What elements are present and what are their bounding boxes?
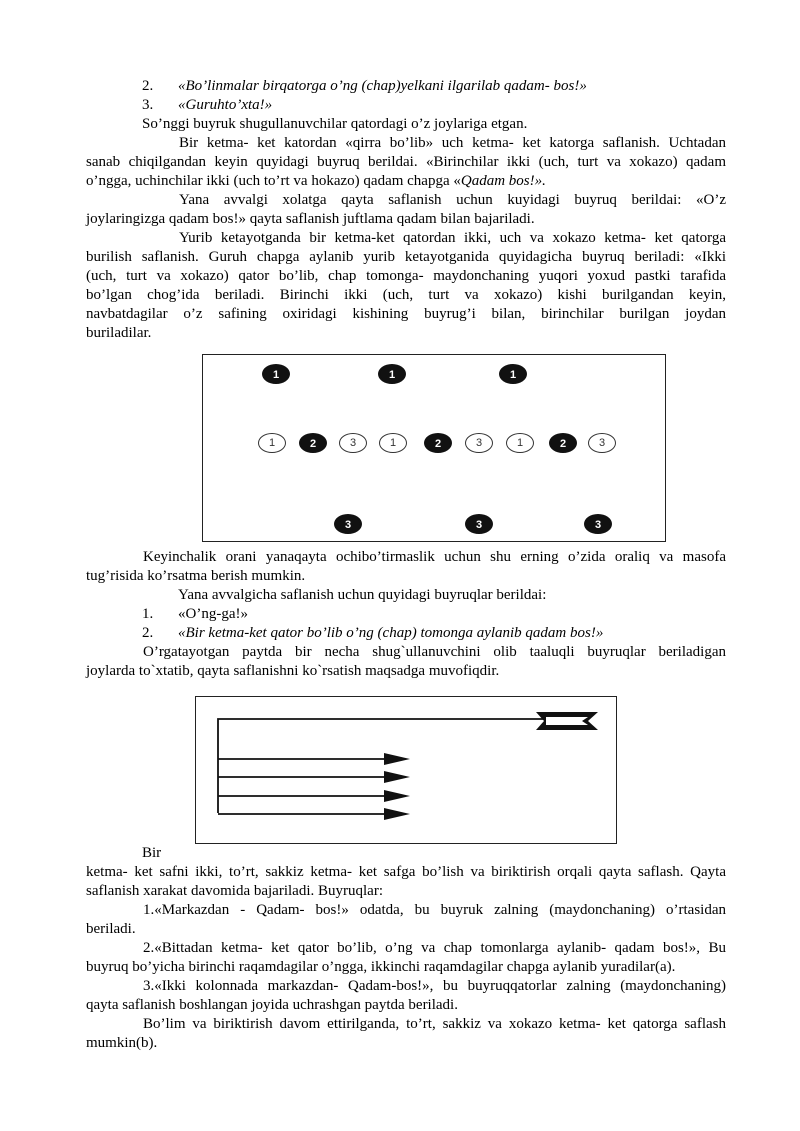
paragraph-line: ketma- ket safni ikki, to’rt, sakkiz ketma- ket safga bo’lish va biriktirish orqali qayta saflash. Qayta [86,864,726,880]
marker-dark: 2 [549,433,577,453]
arrow-diagram [195,696,617,844]
paragraph-line: joylaringizga qadam bos!» qayta saflanish juftlama qadam bilan bajariladi. [86,211,535,227]
command-text: «Guruhto’xta!» [178,97,273,113]
path-line [218,719,546,813]
paragraph-line: navbatdagilar o’z safining oxiridagi kishining buyrug’i bilan, birinchilar burilgan joydan [86,306,726,322]
paragraph-line: tug’risida ko’rsatma berish mumkin. [86,568,306,584]
paragraph-line: o’ngga, uchinchilar ikki (uch to’rt va hokazo) qadam chapga «Qadam bos!». [86,173,546,189]
marker-light: 1 [379,433,407,453]
marker-dark: 1 [499,364,527,384]
list-item-number: 1. [142,606,154,622]
paragraph-line: Bir ketma- ket katordan «qirra bo’lib» uch ketma- ket katorga saflanish. Uchtadan [179,135,726,151]
list-item-number: 2. [142,625,154,641]
paragraph-line: Yana avvalgi xolatga qayta saflanish uchun kuyidagi buyruq berildai: «O’z [179,192,726,208]
arrow-diagram-svg [196,697,616,843]
paragraph-line: saflanish xarakat davomida bajariladi. Buyruqlar: [86,883,383,899]
paragraph-line: Bo’lim va biriktirish davom ettirilganda, to’rt, sakkiz va xokazo ketma- ket qatorga saflash [143,1016,726,1032]
paragraph-line: qayta saflanish boshlangan joyida uchrashgan paytda beriladi. [86,997,458,1013]
list-item-number: 2. [142,78,154,94]
paragraph-line: sanab chiqilgandan keyin quyidagi buyruq berildai. «Birinchilar ikki (uch, turt va xokazo) qadam [86,154,726,170]
marker-dark: 3 [584,514,612,534]
marker-dark: 2 [299,433,327,453]
paragraph-line: So’nggi buyruk shugullanuvchilar qatordagi o’z joylariga etgan. [142,116,528,132]
paragraph-line: bo’lgan chog’ida beriladi. Birinchi ikki (uch, turt va xokazo) kishi burilgandan keyin, [86,287,726,303]
paragraph-line: 3.«Ikki kolonnada markazdan- Qadam-bos!», bu buyruqqatorlar zalning (maydonchaning) [143,978,726,994]
list-item-number: 3. [142,97,154,113]
marker-light: 3 [339,433,367,453]
paragraph-line: joylarda to`xtatib, qayta saflanishni ko`rsatish maqsadga muvofiqdir. [86,663,500,679]
formation-diagram [202,354,666,542]
marker-dark: 2 [424,433,452,453]
marker-dark: 1 [262,364,290,384]
arrow-group [218,753,410,820]
marker-dark: 3 [334,514,362,534]
paragraph-line: 1.«Markazdan - Qadam- bos!» odatda, bu buyruk zalning (maydonchaning) o’rtasidan [143,902,726,918]
marker-dark: 1 [378,364,406,384]
command-text: «Bo’linmalar birqatorga o’ng (chap)yelkani ilgarilab qadam- bos!» [178,78,587,94]
paragraph-line: Keyinchalik orani yanaqayta ochibo’tirmaslik uchun shu erning o’zida oraliq va masofa [143,549,726,565]
arrow-head-icon [384,808,410,820]
marker-dark: 3 [465,514,493,534]
paragraph-line: beriladi. [86,921,136,937]
paragraph-line: buriladilar. [86,325,152,341]
marker-light: 3 [588,433,616,453]
paragraph-line: 2.«Bittadan ketma- ket qator bo’lib, o’ng va chap tomonlarga aylanib- qadam bos!», Bu [143,940,726,956]
arrow-head-icon [384,753,410,765]
paragraph-line: buyruq bo’yicha birinchi raqamdagilar o’ngga, ikkinchi raqamdagilar chapga aylanib yuradilar(a). [86,959,676,975]
marker-light: 1 [506,433,534,453]
marker-light: 1 [258,433,286,453]
command-text: «O’ng-ga!» [178,606,248,622]
paragraph-line: Yurib ketayotganda bir ketma-ket qatordan ikki, uch va xokazo ketma- ket qatorga [179,230,726,246]
paragraph-line: (uch, turt va xokazo) qator bo’lib, chap tomonga- maydonchaning yuqori yoxud pastki tarafida [86,268,726,284]
paragraph-line: Yana avvalgicha saflanish uchun quyidagi buyruqlar berildai: [178,587,547,603]
command-text: «Bir ketma-ket qator bo’lib o’ng (chap) tomonga aylanib qadam bos!» [178,625,604,641]
paragraph-line: O’rgatayotgan paytda bir necha shug`ullanuvchini olib taaluqli buyruqlar beriladigan [143,644,726,660]
paragraph-line: Bir [142,845,162,861]
arrow-head-icon [384,771,410,783]
arrow-head-icon [384,790,410,802]
paragraph-line: mumkin(b). [86,1035,158,1051]
marker-light: 3 [465,433,493,453]
paragraph-line: burilish saflanish. Guruh chapga aylanib yurib ketayotganida quyidagicha buyruq beriladi: «Ikki [86,249,726,265]
